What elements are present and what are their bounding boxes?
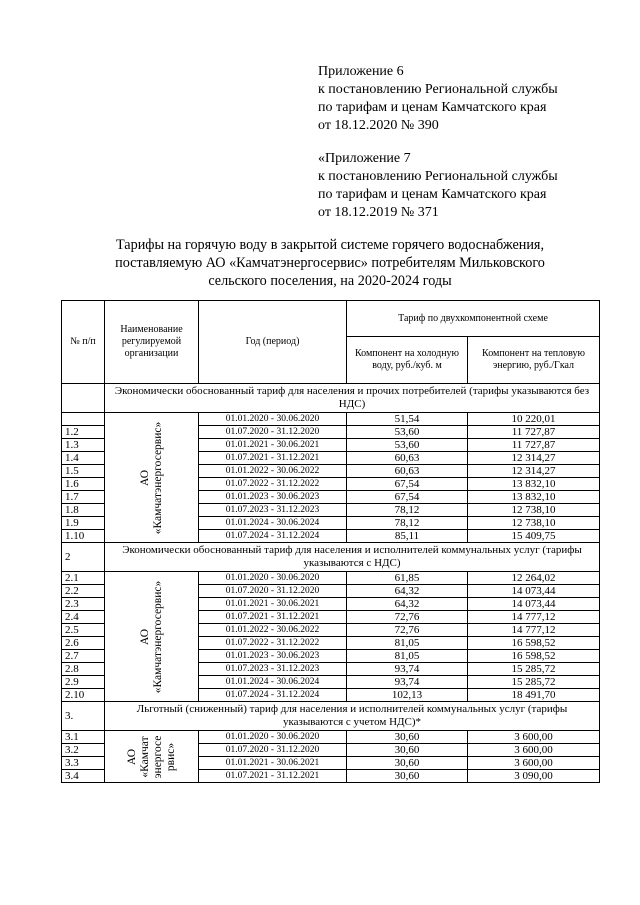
organization-name: АО «Камчатэнергосервис» <box>138 580 164 693</box>
period-cell: 01.07.2023 - 31.12.2023 <box>199 504 347 517</box>
heat-value: 3 090,00 <box>468 770 600 783</box>
cold-water-value: 102,13 <box>347 689 468 702</box>
heat-value: 3 600,00 <box>468 744 600 757</box>
section-title: Экономически обоснованный тариф для населения и прочих потребителей (тарифы указываются без НДС) <box>105 384 600 413</box>
document-title <box>90 236 570 290</box>
section-header-row <box>62 702 600 731</box>
cold-water-value: 81,05 <box>347 637 468 650</box>
heat-value: 18 491,70 <box>468 689 600 702</box>
appendix-line: по тарифам и ценам Камчатского края <box>318 187 547 202</box>
heat-value: 14 777,12 <box>468 624 600 637</box>
table-row <box>62 572 600 585</box>
period-cell: 01.01.2020 - 30.06.2020 <box>199 731 347 744</box>
section-number: 3. <box>62 702 105 731</box>
period-cell: 01.07.2021 - 31.12.2021 <box>199 611 347 624</box>
appendix-line: по тарифам и ценам Камчатского края <box>318 100 547 115</box>
table-row <box>62 413 600 426</box>
header-cold-water: Компонент на холодную воду, руб./куб. м <box>347 337 468 384</box>
header-heat: Компонент на тепловую энергию, руб./Гкал <box>468 337 600 384</box>
cold-water-value: 78,12 <box>347 517 468 530</box>
period-cell: 01.01.2022 - 30.06.2022 <box>199 465 347 478</box>
heat-value: 12 738,10 <box>468 517 600 530</box>
row-number: 2.2 <box>62 585 105 598</box>
heat-value: 12 314,27 <box>468 465 600 478</box>
organization-cell <box>105 572 199 702</box>
cold-water-value: 72,76 <box>347 624 468 637</box>
period-cell: 01.07.2022 - 31.12.2022 <box>199 478 347 491</box>
period-cell: 01.07.2024 - 31.12.2024 <box>199 689 347 702</box>
period-cell: 01.07.2022 - 31.12.2022 <box>199 637 347 650</box>
period-cell: 01.01.2022 - 30.06.2022 <box>199 624 347 637</box>
row-number: 2.1 <box>62 572 105 585</box>
section-header-row <box>62 384 600 413</box>
cold-water-value: 60,63 <box>347 452 468 465</box>
cold-water-value: 61,85 <box>347 572 468 585</box>
period-cell: 01.07.2021 - 31.12.2021 <box>199 452 347 465</box>
cold-water-value: 30,60 <box>347 731 468 744</box>
title-line: Тарифы на горячую воду в закрытой системе горячего водоснабжения, <box>115 237 544 253</box>
cold-water-value: 93,74 <box>347 676 468 689</box>
heat-value: 13 832,10 <box>468 491 600 504</box>
heat-value: 12 264,02 <box>468 572 600 585</box>
title-line: сельского поселения, на 2020-2024 годы <box>208 273 452 289</box>
heat-value: 11 727,87 <box>468 439 600 452</box>
header-period: Год (период) <box>199 301 347 384</box>
heat-value: 12 738,10 <box>468 504 600 517</box>
heat-value: 15 285,72 <box>468 663 600 676</box>
header-number: № п/п <box>62 301 105 384</box>
organization-name: АО «Камчат энергосе рвис» <box>125 735 177 778</box>
row-number: 3.1 <box>62 731 105 744</box>
header-organization: Наименование регулируемой организации <box>105 301 199 384</box>
period-cell: 01.07.2020 - 31.12.2020 <box>199 744 347 757</box>
cold-water-value: 30,60 <box>347 744 468 757</box>
appendix-line: к постановлению Региональной службы <box>318 82 558 97</box>
row-number <box>62 413 105 426</box>
appendix-line: «Приложение 7 <box>318 151 411 166</box>
heat-value: 10 220,01 <box>468 413 600 426</box>
row-number: 1.5 <box>62 465 105 478</box>
period-cell: 01.07.2020 - 31.12.2020 <box>199 585 347 598</box>
title-line: поставляемую АО «Камчатэнергосервис» потребителям Мильковского <box>115 255 545 271</box>
section-title: Льготный (сниженный) тариф для населения и исполнителей коммунальных услуг (тарифы указываются с учетом НДС)* <box>105 702 600 731</box>
cold-water-value: 30,60 <box>347 757 468 770</box>
period-cell: 01.01.2024 - 30.06.2024 <box>199 676 347 689</box>
heat-value: 3 600,00 <box>468 757 600 770</box>
appendix-line: Приложение 6 <box>318 64 404 79</box>
period-cell: 01.01.2024 - 30.06.2024 <box>199 517 347 530</box>
cold-water-value: 53,60 <box>347 426 468 439</box>
heat-value: 11 727,87 <box>468 426 600 439</box>
period-cell: 01.01.2023 - 30.06.2023 <box>199 650 347 663</box>
appendix-line: от 18.12.2020 № 390 <box>318 118 439 133</box>
period-cell: 01.07.2021 - 31.12.2021 <box>199 770 347 783</box>
cold-water-value: 67,54 <box>347 491 468 504</box>
tariff-table <box>61 300 600 783</box>
period-cell: 01.01.2021 - 30.06.2021 <box>199 598 347 611</box>
row-number: 1.10 <box>62 530 105 543</box>
row-number: 1.2 <box>62 426 105 439</box>
period-cell: 01.01.2021 - 30.06.2021 <box>199 757 347 770</box>
cold-water-value: 30,60 <box>347 770 468 783</box>
table-row <box>62 731 600 744</box>
appendix-7-reference <box>318 150 558 222</box>
cold-water-value: 60,63 <box>347 465 468 478</box>
cold-water-value: 78,12 <box>347 504 468 517</box>
section-header-row <box>62 543 600 572</box>
row-number: 1.3 <box>62 439 105 452</box>
period-cell: 01.01.2020 - 30.06.2020 <box>199 413 347 426</box>
heat-value: 14 073,44 <box>468 585 600 598</box>
section-title: Экономически обоснованный тариф для населения и исполнителей коммунальных услуг (тарифы указываются с НДС) <box>105 543 600 572</box>
cold-water-value: 72,76 <box>347 611 468 624</box>
heat-value: 15 409,75 <box>468 530 600 543</box>
organization-name: АО «Камчатэнергосервис» <box>138 421 164 534</box>
cold-water-value: 51,54 <box>347 413 468 426</box>
row-number: 1.9 <box>62 517 105 530</box>
cold-water-value: 67,54 <box>347 478 468 491</box>
heat-value: 14 073,44 <box>468 598 600 611</box>
appendix-6-reference <box>318 63 558 135</box>
row-number: 2.5 <box>62 624 105 637</box>
row-number: 1.4 <box>62 452 105 465</box>
row-number: 1.7 <box>62 491 105 504</box>
cold-water-value: 85,11 <box>347 530 468 543</box>
period-cell: 01.01.2021 - 30.06.2021 <box>199 439 347 452</box>
appendix-line: к постановлению Региональной службы <box>318 169 558 184</box>
heat-value: 16 598,52 <box>468 650 600 663</box>
row-number: 2.10 <box>62 689 105 702</box>
heat-value: 16 598,52 <box>468 637 600 650</box>
header-tariff-group: Тариф по двухкомпонентной схеме <box>347 301 600 337</box>
period-cell: 01.07.2024 - 31.12.2024 <box>199 530 347 543</box>
heat-value: 15 285,72 <box>468 676 600 689</box>
organization-cell <box>105 413 199 543</box>
row-number: 2.6 <box>62 637 105 650</box>
row-number: 2.8 <box>62 663 105 676</box>
period-cell: 01.07.2023 - 31.12.2023 <box>199 663 347 676</box>
heat-value: 13 832,10 <box>468 478 600 491</box>
heat-value: 12 314,27 <box>468 452 600 465</box>
heat-value: 3 600,00 <box>468 731 600 744</box>
row-number: 1.8 <box>62 504 105 517</box>
row-number: 2.9 <box>62 676 105 689</box>
row-number: 3.2 <box>62 744 105 757</box>
section-number <box>62 384 105 413</box>
cold-water-value: 64,32 <box>347 598 468 611</box>
cold-water-value: 53,60 <box>347 439 468 452</box>
row-number: 3.3 <box>62 757 105 770</box>
organization-cell <box>105 731 199 783</box>
period-cell: 01.07.2020 - 31.12.2020 <box>199 426 347 439</box>
row-number: 2.3 <box>62 598 105 611</box>
row-number: 3.4 <box>62 770 105 783</box>
cold-water-value: 81,05 <box>347 650 468 663</box>
cold-water-value: 64,32 <box>347 585 468 598</box>
appendix-line: от 18.12.2019 № 371 <box>318 205 439 220</box>
row-number: 2.4 <box>62 611 105 624</box>
cold-water-value: 93,74 <box>347 663 468 676</box>
heat-value: 14 777,12 <box>468 611 600 624</box>
period-cell: 01.01.2020 - 30.06.2020 <box>199 572 347 585</box>
row-number: 1.6 <box>62 478 105 491</box>
section-number: 2 <box>62 543 105 572</box>
period-cell: 01.01.2023 - 30.06.2023 <box>199 491 347 504</box>
row-number: 2.7 <box>62 650 105 663</box>
